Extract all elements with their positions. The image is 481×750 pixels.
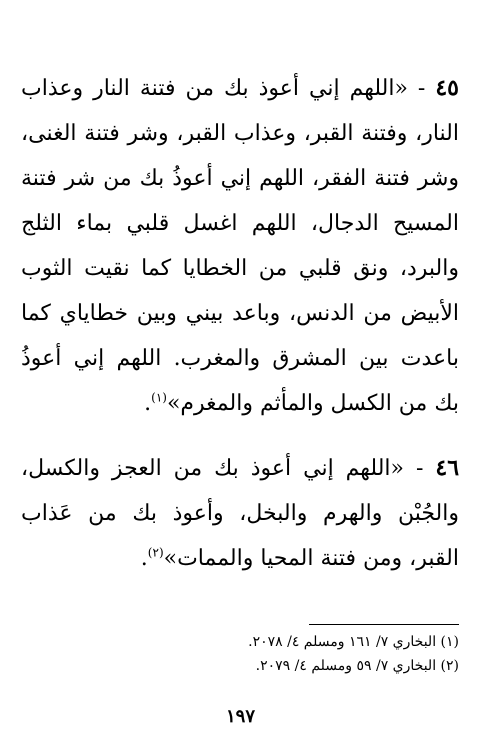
page-number: ١٩٧ bbox=[225, 706, 255, 727]
number-separator: - bbox=[417, 76, 426, 101]
footnote-ref: (٢) bbox=[147, 545, 164, 560]
sentence-end: . bbox=[144, 391, 152, 416]
hadith-number: ٤٦ bbox=[435, 455, 460, 481]
hadith-number: ٤٥ bbox=[435, 75, 459, 101]
hadith-46 bbox=[21, 446, 459, 581]
sentence-end: . bbox=[140, 546, 148, 571]
hadith-text: «اللهم إني أعوذ بك من العجز والكسل، والجُبْن والهرم والبخل، وأعوذ بك من عَذاب القبر، ومن فتنة المحيا والممات» bbox=[21, 456, 459, 571]
hadith-45 bbox=[21, 66, 459, 426]
number-separator: - bbox=[415, 456, 424, 481]
footnote-divider bbox=[309, 624, 459, 625]
hadith-text: «اللهم إني أعوذ بك من فتنة النار وعذاب النار، وفتنة القبر، وعذاب القبر، وشر فتنة الغنى، وشر فتنة الفقر، اللهم إني أعوذُ بك من شر فتنة المسيح الدجال، اللهم اغسل قلبي بماء الثلج والبرد، ونق قلبي من الخطايا كما نقيت الثوب الأبيض من الدنس، وباعد بيني وبين خطاياي كما باعدت بين المشرق والمغرب. اللهم إني أعوذُ بك من الكسل والمأثم والمغرم» bbox=[21, 76, 459, 416]
footnote-ref: (١) bbox=[151, 390, 167, 405]
footnote-2: (٢) البخاري ٧/ ٥٩ ومسلم ٤/ ٢٠٧٩. bbox=[255, 658, 459, 674]
footnote-1: (١) البخاري ٧/ ١٦١ ومسلم ٤/ ٢٠٧٨. bbox=[248, 634, 459, 650]
footnotes bbox=[21, 630, 459, 678]
